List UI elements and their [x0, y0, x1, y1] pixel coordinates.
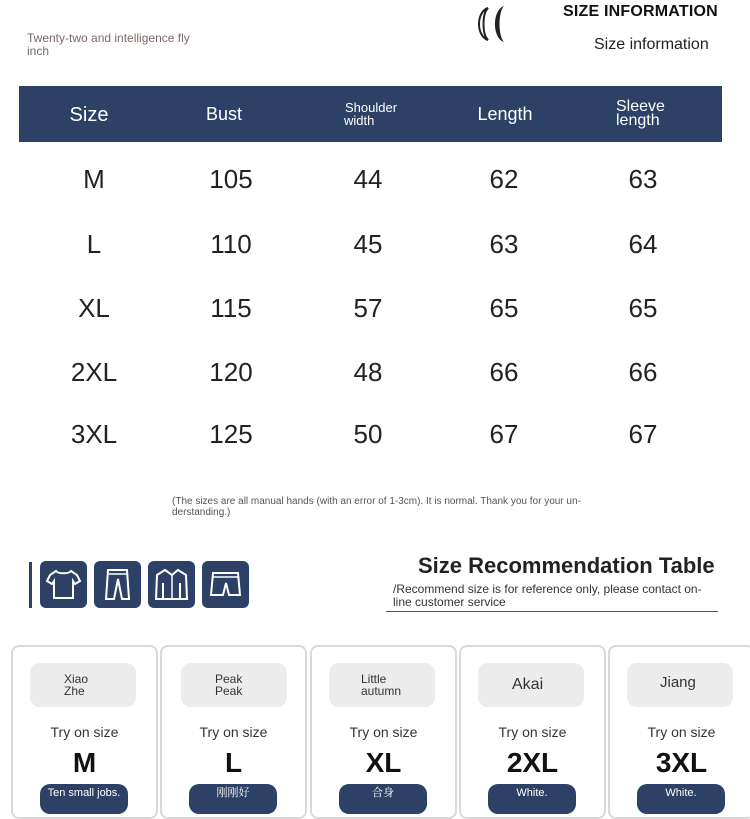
model-card — [459, 645, 606, 819]
try-on-label: Try on size — [647, 724, 716, 740]
fit-tag: White. — [488, 784, 576, 814]
cell-size: XL — [78, 293, 110, 323]
recommended-size: XL — [365, 747, 402, 778]
cell-size: 3XL — [70, 419, 118, 449]
cell-length: 63 — [489, 229, 519, 259]
cell-size: 2XL — [70, 357, 118, 387]
cell-sleeve: 66 — [628, 357, 658, 387]
cell-length: 67 — [489, 419, 519, 449]
model-card — [310, 645, 457, 819]
column-header-length: Length — [477, 104, 533, 124]
tshirt-icon — [40, 561, 87, 608]
cell-size: L — [86, 229, 102, 259]
recommended-size: 3XL — [655, 747, 708, 778]
cell-length: 62 — [489, 164, 519, 194]
try-on-label: Try on size — [349, 724, 418, 740]
column-header-shoulder-width: Shoulder width — [344, 100, 398, 128]
cell-shoulder: 57 — [353, 293, 383, 323]
try-on-label: Try on size — [50, 724, 119, 740]
column-header-sleeve-length: Sleeve length — [616, 98, 665, 129]
cell-sleeve: 67 — [628, 419, 658, 449]
fit-tag: 刚刚好 — [189, 784, 277, 814]
recommended-size: L — [224, 747, 243, 778]
model-card — [11, 645, 158, 819]
cell-sleeve: 64 — [628, 229, 658, 259]
cell-bust: 110 — [210, 229, 252, 259]
cell-sleeve: 63 — [628, 164, 658, 194]
fit-tag: 合身 — [339, 784, 427, 814]
recommendation-note: /Recommend size is for reference only, please contact on-line customer service — [393, 582, 702, 609]
model-name: Peak Peak — [181, 663, 287, 707]
model-name: Akai — [478, 663, 584, 707]
cell-shoulder: 44 — [353, 164, 383, 194]
try-on-label: Try on size — [498, 724, 567, 740]
logo-icon — [474, 4, 516, 44]
cell-bust: 105 — [209, 164, 253, 194]
cell-bust: 125 — [209, 419, 253, 449]
cell-shoulder: 50 — [353, 419, 383, 449]
cell-bust: 120 — [209, 357, 253, 387]
column-header-bust: Bust — [205, 104, 243, 124]
cell-size: M — [83, 164, 105, 194]
model-name: Little autumn — [329, 663, 435, 707]
cell-length: 65 — [489, 293, 519, 323]
recommended-size: 2XL — [506, 747, 559, 778]
fit-tag: White. — [637, 784, 725, 814]
cell-length: 66 — [489, 357, 519, 387]
cell-shoulder: 45 — [353, 229, 383, 259]
cell-sleeve: 65 — [628, 293, 658, 323]
model-name: Xiao Zhe — [30, 663, 136, 707]
model-name: Jiang — [627, 663, 733, 707]
size-information-title: SIZE INFORMATION — [563, 3, 718, 20]
icon-accent-bar — [29, 562, 32, 608]
column-header-size: Size — [69, 104, 109, 126]
jacket-icon — [148, 561, 195, 608]
shorts-icon — [202, 561, 249, 608]
size-table-header — [19, 86, 722, 142]
cell-shoulder: 48 — [353, 357, 383, 387]
brand-text: Twenty-two and intelligence fly inch — [27, 31, 190, 58]
cell-bust: 115 — [210, 293, 252, 323]
measurement-note: (The sizes are all manual hands (with an error of 1-3cm). It is normal. Thank you for your un-derstanding.) — [172, 496, 581, 518]
recommended-size: M — [72, 747, 97, 778]
model-card — [160, 645, 307, 819]
model-card — [608, 645, 750, 819]
fit-tag: Ten small jobs. — [40, 784, 128, 814]
try-on-label: Try on size — [199, 724, 268, 740]
size-information-subtitle: Size information — [594, 36, 709, 53]
divider — [386, 611, 718, 612]
recommendation-title: Size Recommendation Table — [418, 553, 715, 578]
pants-icon — [94, 561, 141, 608]
